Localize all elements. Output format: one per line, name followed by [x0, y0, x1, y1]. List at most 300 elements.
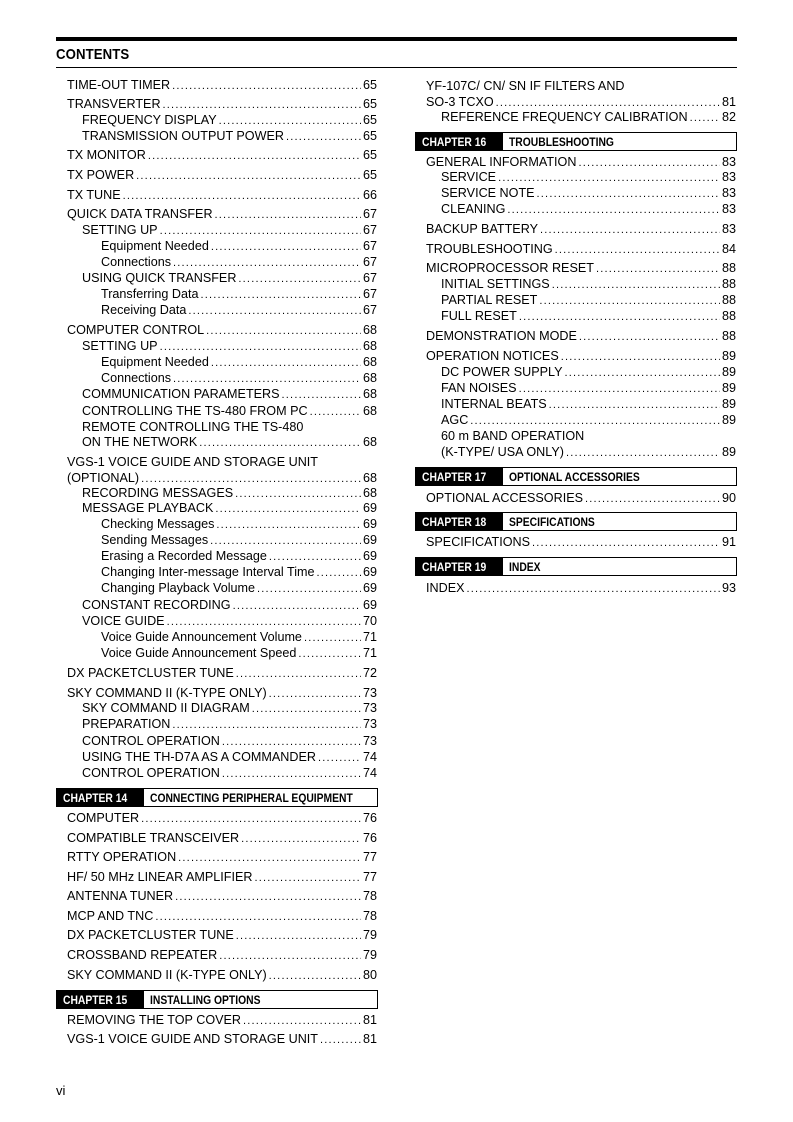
- page-title: CONTENTS: [56, 46, 130, 63]
- toc-entry[interactable]: [441, 109, 736, 126]
- toc-entry[interactable]: [67, 77, 377, 94]
- chapter-number: CHAPTER 15: [57, 991, 144, 1008]
- chapter-title: INDEX: [508, 559, 541, 574]
- dot-leader: [317, 565, 361, 581]
- dot-leader: [148, 148, 361, 164]
- toc-entry[interactable]: [82, 597, 377, 614]
- toc-entry-page: 73: [362, 701, 377, 715]
- toc-entry[interactable]: [67, 96, 377, 113]
- dot-leader: [519, 309, 720, 325]
- toc-entry-title: INDEX: [426, 581, 465, 595]
- toc-entry[interactable]: [441, 308, 736, 325]
- dot-leader: [201, 287, 361, 303]
- toc-entry[interactable]: [82, 733, 377, 750]
- toc-entry-title: VGS-1 VOICE GUIDE AND STORAGE UNIT: [67, 1032, 318, 1046]
- toc-entry-page: 73: [362, 686, 377, 700]
- toc-entry-page: 69: [362, 501, 377, 515]
- toc-entry[interactable]: [441, 428, 736, 444]
- toc-entry-title: YF-107C/ CN/ SN IF FILTERS AND: [426, 79, 625, 93]
- toc-entry-title: TROUBLESHOOTING: [426, 242, 553, 256]
- toc-entry-page: 81: [362, 1032, 377, 1046]
- dot-leader: [561, 349, 720, 365]
- toc-entry[interactable]: [441, 276, 736, 293]
- dot-leader: [498, 170, 720, 186]
- toc-entry-title: COMPATIBLE TRANSCEIVER: [67, 831, 240, 845]
- toc-entry[interactable]: [67, 206, 377, 223]
- dot-leader: [555, 242, 720, 258]
- toc-entry-title: PREPARATION: [82, 717, 171, 731]
- toc-entry-title: CONTROL OPERATION: [82, 734, 220, 748]
- toc-entry-title: SETTING UP: [82, 223, 158, 237]
- dot-leader: [163, 97, 361, 113]
- toc-entry-page: 89: [721, 349, 736, 363]
- toc-entry-title: ANTENNA TUNER: [67, 889, 174, 903]
- toc-entry[interactable]: [101, 354, 377, 371]
- toc-entry[interactable]: [426, 328, 736, 345]
- toc-entry-title: COMPUTER: [67, 811, 140, 825]
- toc-entry-title: FULL RESET: [441, 309, 517, 323]
- toc-entry-title: Changing Playback Volume: [101, 581, 256, 595]
- dot-leader: [243, 1013, 361, 1029]
- toc-entry-page: 88: [721, 329, 736, 343]
- toc-entry-title: TX POWER: [67, 168, 135, 182]
- dot-leader: [141, 811, 361, 827]
- toc-entry[interactable]: [101, 254, 377, 271]
- toc-entry[interactable]: [67, 849, 377, 866]
- toc-entry-page: 84: [721, 242, 736, 256]
- dot-leader: [241, 831, 361, 847]
- dot-leader: [206, 323, 361, 339]
- toc-entry[interactable]: [67, 147, 377, 164]
- toc-entry-title: GENERAL INFORMATION: [426, 155, 577, 169]
- dot-leader: [215, 501, 361, 517]
- dot-leader: [254, 870, 361, 886]
- dot-leader: [566, 445, 720, 461]
- toc-entry-page: 69: [362, 517, 377, 531]
- toc-entry-title: OPERATION NOTICES: [426, 349, 559, 363]
- chapter-number: CHAPTER 19: [416, 558, 503, 575]
- toc-entry-page: 83: [721, 186, 736, 200]
- toc-entry-page: 82: [721, 110, 736, 124]
- toc-entry[interactable]: [441, 364, 736, 381]
- toc-entry[interactable]: [101, 286, 377, 303]
- toc-entry-page: 78: [362, 889, 377, 903]
- toc-entry-page: 67: [362, 239, 377, 253]
- toc-entry-title: DX PACKETCLUSTER TUNE: [67, 928, 234, 942]
- toc-entry[interactable]: [82, 386, 377, 403]
- dot-leader: [219, 113, 361, 129]
- toc-entry[interactable]: [67, 947, 377, 964]
- toc-entry-title: CLEANING: [441, 202, 506, 216]
- dot-leader: [540, 222, 720, 238]
- toc-entry-page: 88: [721, 293, 736, 307]
- dot-leader: [690, 110, 720, 126]
- toc-entry[interactable]: [441, 185, 736, 202]
- toc-entry[interactable]: [426, 241, 736, 258]
- toc-entry-title: BACKUP BATTERY: [426, 222, 538, 236]
- toc-entry-page: 72: [362, 666, 377, 680]
- dot-leader: [178, 850, 361, 866]
- dot-leader: [252, 701, 361, 717]
- toc-entry[interactable]: [441, 380, 736, 397]
- toc-entry[interactable]: [82, 128, 377, 145]
- toc-entry[interactable]: [82, 270, 377, 287]
- toc-entry[interactable]: [67, 1031, 377, 1048]
- toc-entry[interactable]: [101, 580, 377, 597]
- toc-entry-page: 69: [362, 598, 377, 612]
- dot-leader: [269, 549, 361, 565]
- chapter-heading: [415, 467, 737, 486]
- toc-entry-title: ON THE NETWORK: [82, 435, 198, 449]
- chapter-heading: [415, 512, 737, 531]
- toc-entry[interactable]: [101, 302, 377, 319]
- toc-entry-title: SERVICE: [441, 170, 497, 184]
- chapter-heading: [56, 990, 378, 1009]
- toc-entry-page: 68: [362, 404, 377, 418]
- toc-entry[interactable]: [82, 700, 377, 717]
- toc-entry-title: USING QUICK TRANSFER: [82, 271, 237, 285]
- dot-leader: [211, 355, 361, 371]
- toc-entry-title: PARTIAL RESET: [441, 293, 538, 307]
- toc-entry-title: Connections: [101, 255, 172, 269]
- toc-entry-page: 69: [362, 565, 377, 579]
- chapter-heading: [415, 557, 737, 576]
- toc-entry-title: HF/ 50 MHz LINEAR AMPLIFIER: [67, 870, 253, 884]
- dot-leader: [155, 909, 361, 925]
- dot-leader: [123, 188, 361, 204]
- dot-leader: [211, 239, 361, 255]
- toc-entry[interactable]: [441, 412, 736, 429]
- chapter-number: CHAPTER 17: [416, 468, 503, 485]
- toc-entry[interactable]: [426, 78, 736, 94]
- toc-entry-title: (OPTIONAL): [67, 471, 140, 485]
- toc-entry-page: 89: [721, 445, 736, 459]
- chapter-title: OPTIONAL ACCESSORIES: [508, 469, 640, 484]
- chapter-number: CHAPTER 16: [416, 133, 503, 150]
- toc-entry-title: TX MONITOR: [67, 148, 146, 162]
- toc-entry-page: 65: [362, 97, 377, 111]
- chapter-number: CHAPTER 14: [57, 789, 144, 806]
- toc-entry[interactable]: [67, 967, 377, 984]
- toc-entry-title: CONSTANT RECORDING: [82, 598, 231, 612]
- dot-leader: [579, 329, 720, 345]
- toc-entry[interactable]: [426, 534, 736, 551]
- toc-entry[interactable]: [441, 396, 736, 413]
- dot-leader: [222, 766, 361, 782]
- toc-entry-title: SERVICE NOTE: [441, 186, 535, 200]
- dot-leader: [539, 293, 720, 309]
- dot-leader: [136, 168, 361, 184]
- toc-entry-page: 90: [721, 491, 736, 505]
- toc-entry-page: 68: [362, 355, 377, 369]
- dot-leader: [519, 381, 720, 397]
- toc-entry[interactable]: [67, 167, 377, 184]
- toc-entry-page: 68: [362, 471, 377, 485]
- toc-entry-title: SO-3 TCXO: [426, 95, 494, 109]
- dot-leader: [596, 261, 720, 277]
- toc-entry-page: 65: [362, 78, 377, 92]
- toc-entry-title: Sending Messages: [101, 533, 209, 547]
- toc-entry[interactable]: [82, 500, 377, 517]
- toc-entry[interactable]: [441, 169, 736, 186]
- toc-entry[interactable]: [67, 888, 377, 905]
- toc-entry-page: 83: [721, 155, 736, 169]
- toc-entry[interactable]: [82, 765, 377, 782]
- dot-leader: [282, 387, 361, 403]
- toc-entry-title: REFERENCE FREQUENCY CALIBRATION: [441, 110, 688, 124]
- dot-leader: [532, 535, 720, 551]
- toc-entry[interactable]: [82, 419, 377, 435]
- dot-leader: [269, 968, 361, 984]
- toc-entry[interactable]: [67, 869, 377, 886]
- toc-entry-page: 71: [362, 630, 377, 644]
- dot-leader: [172, 78, 361, 94]
- toc-entry[interactable]: [101, 645, 377, 662]
- chapter-heading: [56, 788, 378, 807]
- toc-entry-page: 89: [721, 397, 736, 411]
- toc-entry-page: 93: [721, 581, 736, 595]
- dot-leader: [160, 223, 361, 239]
- toc-entry[interactable]: [67, 927, 377, 944]
- toc-entry-page: 88: [721, 277, 736, 291]
- toc-entry-page: 68: [362, 339, 377, 353]
- toc-entry-title: MCP AND TNC: [67, 909, 154, 923]
- toc-entry-page: 89: [721, 365, 736, 379]
- dot-leader: [222, 734, 361, 750]
- toc-entry-title: Changing Inter-message Interval Time: [101, 565, 315, 579]
- top-rule: [56, 37, 737, 41]
- toc-entry-title: TX TUNE: [67, 188, 121, 202]
- toc-entry-title: Receiving Data: [101, 303, 187, 317]
- dot-leader: [320, 1032, 361, 1048]
- toc-entry[interactable]: [82, 749, 377, 766]
- toc-entry[interactable]: [426, 490, 736, 507]
- dot-leader: [215, 207, 361, 223]
- toc-entry-page: 76: [362, 831, 377, 845]
- dot-leader: [172, 717, 361, 733]
- toc-entry-page: 68: [362, 486, 377, 500]
- toc-entry[interactable]: [426, 580, 736, 597]
- toc-entry-page: 65: [362, 129, 377, 143]
- toc-entry[interactable]: [101, 548, 377, 565]
- toc-entry-title: OPTIONAL ACCESSORIES: [426, 491, 583, 505]
- toc-entry-page: 65: [362, 113, 377, 127]
- dot-leader: [467, 581, 720, 597]
- toc-entry-title: CONTROL OPERATION: [82, 766, 220, 780]
- dot-leader: [160, 339, 361, 355]
- toc-entry[interactable]: [67, 1012, 377, 1029]
- dot-leader: [552, 277, 720, 293]
- toc-entry[interactable]: [67, 830, 377, 847]
- toc-entry[interactable]: [426, 260, 736, 277]
- toc-entry-title: INTERNAL BEATS: [441, 397, 547, 411]
- dot-leader: [188, 303, 361, 319]
- toc-entry-title: SKY COMMAND II DIAGRAM: [82, 701, 250, 715]
- toc-entry-page: 67: [362, 207, 377, 221]
- toc-entry-page: 70: [362, 614, 377, 628]
- toc-entry-title: USING THE TH-D7A AS A COMMANDER: [82, 750, 316, 764]
- toc-entry-page: 69: [362, 581, 377, 595]
- toc-entry-page: 78: [362, 909, 377, 923]
- toc-entry-page: 68: [362, 387, 377, 401]
- toc-entry-title: SETTING UP: [82, 339, 158, 353]
- dot-leader: [233, 598, 361, 614]
- toc-entry-page: 71: [362, 646, 377, 660]
- toc-entry-page: 81: [362, 1013, 377, 1027]
- toc-entry[interactable]: [82, 112, 377, 129]
- toc-entry-title: COMMUNICATION PARAMETERS: [82, 387, 280, 401]
- toc-entry-page: 89: [721, 381, 736, 395]
- dot-leader: [470, 413, 720, 429]
- dot-leader: [238, 271, 361, 287]
- toc-entry-page: 67: [362, 255, 377, 269]
- toc-entry-title: (K-TYPE/ USA ONLY): [441, 445, 564, 459]
- toc-entry-page: 74: [362, 766, 377, 780]
- toc-entry-page: 88: [721, 261, 736, 275]
- toc-entry[interactable]: [82, 434, 377, 451]
- toc-entry-title: FAN NOISES: [441, 381, 517, 395]
- dot-leader: [585, 491, 720, 507]
- toc-entry[interactable]: [441, 201, 736, 218]
- chapter-heading: [415, 132, 737, 151]
- toc-entry-title: Equipment Needed: [101, 239, 209, 253]
- toc-entry-page: 69: [362, 533, 377, 547]
- toc-entry-title: CROSSBAND REPEATER: [67, 948, 218, 962]
- toc-entry-title: Transferring Data: [101, 287, 199, 301]
- toc-entry-page: 68: [362, 371, 377, 385]
- toc-entry[interactable]: [101, 564, 377, 581]
- toc-entry[interactable]: [67, 322, 377, 339]
- toc-entry-title: SPECIFICATIONS: [426, 535, 531, 549]
- dot-leader: [549, 397, 720, 413]
- toc-entry-page: 67: [362, 271, 377, 285]
- title-rule: [56, 67, 737, 68]
- chapter-title: TROUBLESHOOTING: [508, 134, 614, 149]
- toc-entry-page: 68: [362, 323, 377, 337]
- toc-entry-page: 66: [362, 188, 377, 202]
- toc-entry[interactable]: [67, 665, 377, 682]
- dot-leader: [175, 889, 361, 905]
- toc-entry-title: CONTROLLING THE TS-480 FROM PC: [82, 404, 308, 418]
- toc-entry-title: AGC: [441, 413, 469, 427]
- toc-entry-title: REMOTE CONTROLLING THE TS-480: [82, 420, 304, 434]
- toc-entry[interactable]: [426, 221, 736, 238]
- toc-entry-title: TRANSMISSION OUTPUT POWER: [82, 129, 284, 143]
- toc-entry-title: FREQUENCY DISPLAY: [82, 113, 217, 127]
- toc-entry-title: TRANSVERTER: [67, 97, 161, 111]
- dot-leader: [210, 533, 361, 549]
- toc-entry-page: 76: [362, 811, 377, 825]
- dot-leader: [286, 129, 361, 145]
- dot-leader: [537, 186, 720, 202]
- dot-leader: [318, 750, 361, 766]
- toc-entry-page: 68: [362, 435, 377, 449]
- dot-leader: [565, 365, 720, 381]
- dot-leader: [236, 928, 361, 944]
- dot-leader: [173, 255, 361, 271]
- page-number: vi: [56, 1083, 66, 1098]
- toc-entry-title: SKY COMMAND II (K-TYPE ONLY): [67, 686, 267, 700]
- toc-entry-page: 79: [362, 928, 377, 942]
- toc-entry-page: 83: [721, 202, 736, 216]
- toc-entry-page: 65: [362, 168, 377, 182]
- toc-entry-title: COMPUTER CONTROL: [67, 323, 205, 337]
- dot-leader: [507, 202, 720, 218]
- dot-leader: [216, 517, 361, 533]
- toc-entry[interactable]: [67, 187, 377, 204]
- toc-entry-title: Erasing a Recorded Message: [101, 549, 267, 563]
- toc-entry-page: 65: [362, 148, 377, 162]
- toc-entry-page: 77: [362, 850, 377, 864]
- dot-leader: [167, 614, 361, 630]
- toc-entry-page: 83: [721, 222, 736, 236]
- toc-entry[interactable]: [101, 532, 377, 549]
- toc-entry-title: TIME-OUT TIMER: [67, 78, 171, 92]
- toc-entry-page: 79: [362, 948, 377, 962]
- toc-entry[interactable]: [101, 238, 377, 255]
- toc-entry-title: VGS-1 VOICE GUIDE AND STORAGE UNIT: [67, 455, 318, 469]
- chapter-title: SPECIFICATIONS: [508, 514, 595, 529]
- toc-entry-page: 73: [362, 717, 377, 731]
- toc-entry-page: 69: [362, 549, 377, 563]
- toc-entry[interactable]: [82, 716, 377, 733]
- toc-entry[interactable]: [101, 370, 377, 387]
- toc-entry-title: MESSAGE PLAYBACK: [82, 501, 214, 515]
- dot-leader: [304, 630, 361, 646]
- toc-entry[interactable]: [82, 222, 377, 239]
- toc-entry[interactable]: [82, 338, 377, 355]
- toc-entry[interactable]: [82, 613, 377, 630]
- toc-entry[interactable]: [101, 629, 377, 646]
- toc-entry[interactable]: [426, 348, 736, 365]
- dot-leader: [219, 948, 361, 964]
- toc-entry[interactable]: [441, 292, 736, 309]
- toc-entry[interactable]: [67, 454, 377, 470]
- toc-entry-page: 89: [721, 413, 736, 427]
- toc-entry[interactable]: [441, 444, 736, 461]
- toc-entry-page: 67: [362, 303, 377, 317]
- chapter-number: CHAPTER 18: [416, 513, 503, 530]
- toc-entry-page: 67: [362, 287, 377, 301]
- toc-entry-title: DX PACKETCLUSTER TUNE: [67, 666, 234, 680]
- toc-entry-page: 80: [362, 968, 377, 982]
- chapter-title: INSTALLING OPTIONS: [149, 992, 261, 1007]
- toc-entry-title: QUICK DATA TRANSFER: [67, 207, 213, 221]
- toc-entry-title: Voice Guide Announcement Volume: [101, 630, 302, 644]
- toc-entry-title: Checking Messages: [101, 517, 215, 531]
- toc-entry[interactable]: [67, 908, 377, 925]
- chapter-title: CONNECTING PERIPHERAL EQUIPMENT: [149, 790, 353, 805]
- dot-leader: [310, 404, 361, 420]
- toc-entry-title: MICROPROCESSOR RESET: [426, 261, 594, 275]
- toc-entry-title: DC POWER SUPPLY: [441, 365, 563, 379]
- toc-entry-title: RECORDING MESSAGES: [82, 486, 234, 500]
- toc-entry-title: Voice Guide Announcement Speed: [101, 646, 297, 660]
- toc-entry-page: 81: [721, 95, 736, 109]
- toc-entry-page: 73: [362, 734, 377, 748]
- toc-entry-title: Equipment Needed: [101, 355, 209, 369]
- toc-entry-page: 91: [721, 535, 736, 549]
- toc-entry-page: 83: [721, 170, 736, 184]
- dot-leader: [199, 435, 361, 451]
- toc-entry-title: DEMONSTRATION MODE: [426, 329, 577, 343]
- toc-entry[interactable]: [101, 516, 377, 533]
- toc-entry-title: 60 m BAND OPERATION: [441, 429, 585, 443]
- toc-entry-title: INITIAL SETTINGS: [441, 277, 550, 291]
- dot-leader: [298, 646, 361, 662]
- toc-entry[interactable]: [67, 810, 377, 827]
- toc-entry[interactable]: [82, 403, 377, 420]
